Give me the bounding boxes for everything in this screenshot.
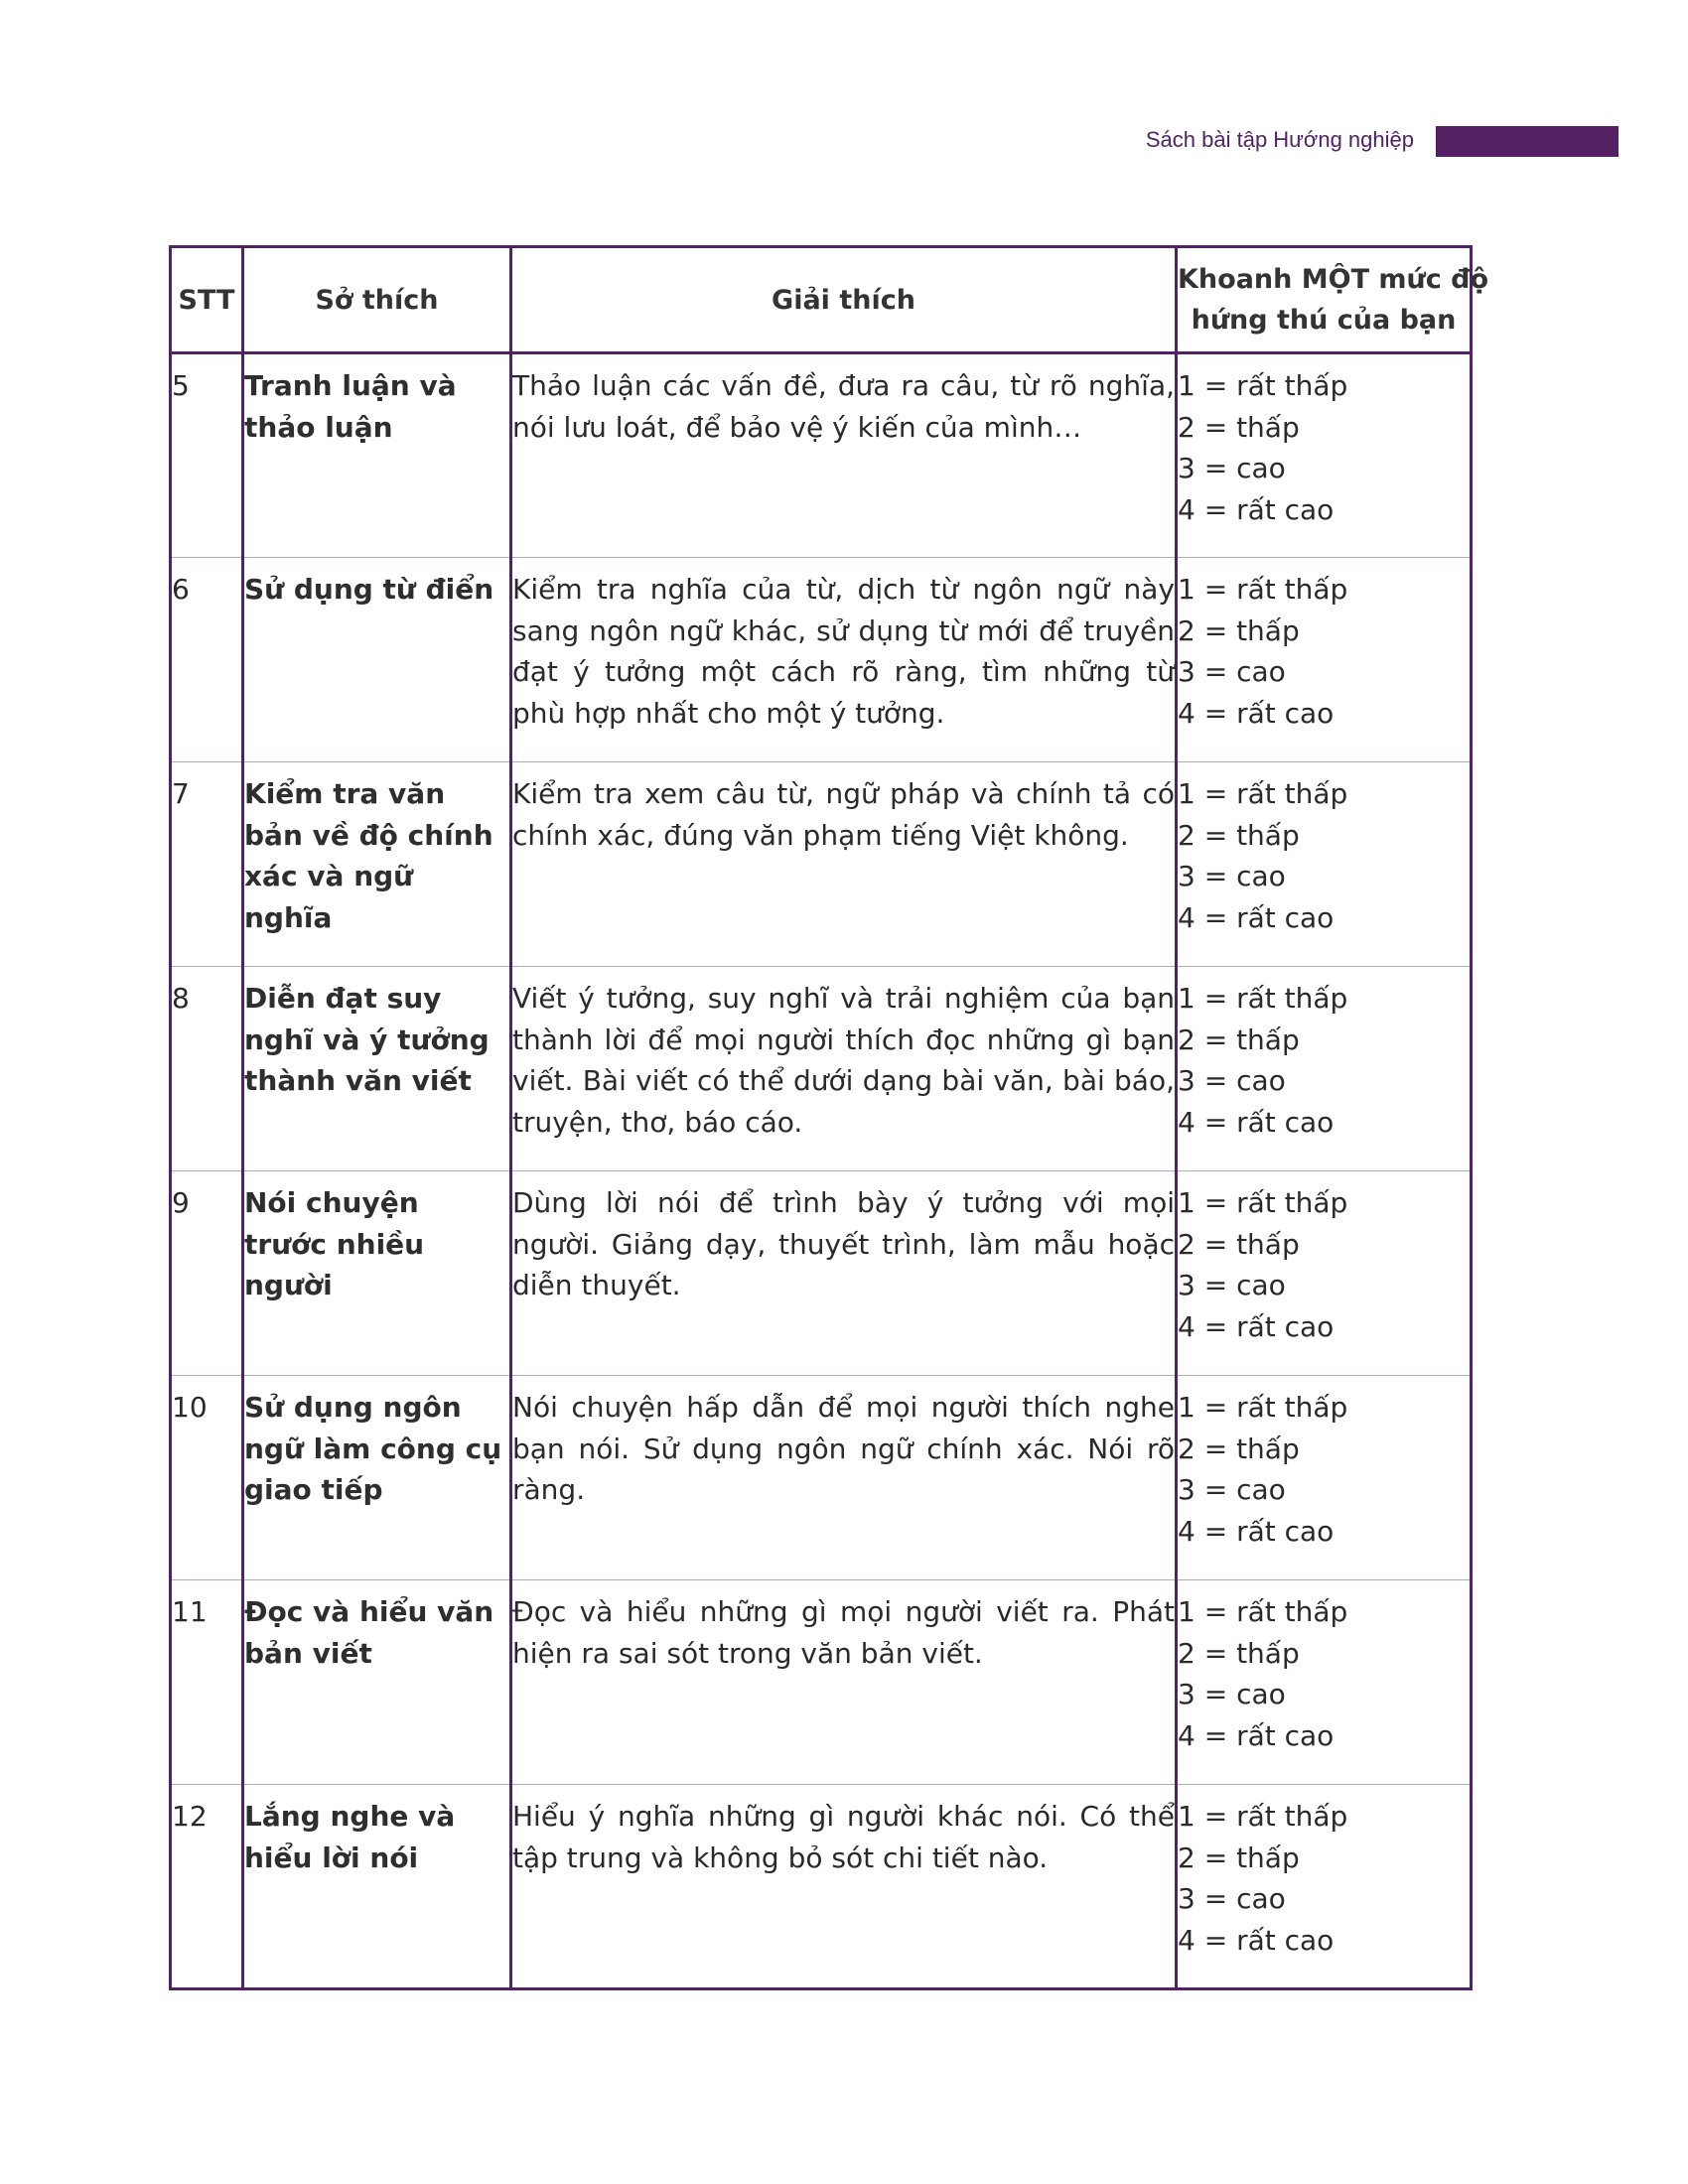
interest-level-option[interactable]: 1 = rất thấp <box>1178 1595 1348 1628</box>
interest-level-option[interactable]: 3 = cao <box>1178 655 1286 688</box>
hobby-name: Tranh luận và thảo luận <box>243 353 511 558</box>
hobby-name: Sử dụng ngôn ngữ làm công cụ giao tiếp <box>243 1376 511 1580</box>
table-row <box>171 558 1472 762</box>
interest-level-option[interactable]: 4 = rất cao <box>1178 492 1335 526</box>
hobby-name: Đọc và hiểu văn bản viết <box>243 1580 511 1785</box>
interest-level-option[interactable]: 1 = rất thấp <box>1178 573 1348 606</box>
row-number: 11 <box>171 1580 243 1785</box>
header-interest-level-line1: Khoanh MỘT mức độ <box>1178 264 1489 295</box>
interest-level-option[interactable]: 2 = thấp <box>1178 410 1300 444</box>
hobby-explanation: Thảo luận các vấn đề, đưa ra câu, từ rõ nghĩa, nói lưu loát, để bảo vệ ý kiến của mình… <box>511 353 1177 558</box>
table-row <box>171 762 1472 967</box>
interest-level-option[interactable]: 3 = cao <box>1178 1473 1286 1506</box>
hobby-name: Lắng nghe và hiểu lời nói <box>243 1785 511 1989</box>
interest-level-option[interactable]: 1 = rất thấp <box>1178 1391 1348 1424</box>
interest-level-option[interactable]: 4 = rất cao <box>1178 1718 1335 1752</box>
interest-level-option[interactable]: 2 = thấp <box>1178 1841 1300 1874</box>
row-number: 8 <box>171 967 243 1171</box>
interest-level-option[interactable]: 4 = rất cao <box>1178 696 1335 730</box>
interest-level-option[interactable]: 2 = thấp <box>1178 614 1300 647</box>
hobby-name: Diễn đạt suy nghĩ và ý tưởng thành văn viết <box>243 967 511 1171</box>
hobby-explanation: Đọc và hiểu những gì mọi người viết ra. Phát hiện ra sai sót trong văn bản viết. <box>511 1580 1177 1785</box>
interest-level-options[interactable] <box>1177 1376 1472 1580</box>
row-number: 9 <box>171 1171 243 1376</box>
interest-level-options[interactable] <box>1177 353 1472 558</box>
interest-level-option[interactable]: 2 = thấp <box>1178 1023 1300 1056</box>
hobby-explanation: Kiểm tra xem câu từ, ngữ pháp và chính tả có chính xác, đúng văn phạm tiếng Việt không. <box>511 762 1177 967</box>
interest-level-options[interactable] <box>1177 1785 1472 1989</box>
header-explanation: Giải thích <box>511 247 1177 353</box>
interest-level-option[interactable]: 3 = cao <box>1178 1269 1286 1301</box>
interest-table <box>169 245 1489 1990</box>
row-number: 12 <box>171 1785 243 1989</box>
interest-level-option[interactable]: 2 = thấp <box>1178 1432 1300 1465</box>
table-row <box>171 1785 1472 1989</box>
table-row <box>171 1580 1472 1785</box>
header-row <box>171 247 1472 353</box>
interest-level-options[interactable] <box>1177 1171 1472 1376</box>
interest-level-option[interactable]: 2 = thấp <box>1178 1636 1300 1670</box>
header-stt: STT <box>171 247 243 353</box>
hobby-name: Kiểm tra văn bản về độ chính xác và ngữ nghĩa <box>243 762 511 967</box>
hobby-explanation: Kiểm tra nghĩa của từ, dịch từ ngôn ngữ này sang ngôn ngữ khác, sử dụng từ mới để truyền đạt ý tưởng một cách rõ ràng, tìm những từ phù hợp nhất cho một ý tưởng. <box>511 558 1177 762</box>
hobby-explanation: Hiểu ý nghĩa những gì người khác nói. Có thể tập trung và không bỏ sót chi tiết nào. <box>511 1785 1177 1989</box>
hobby-name: Nói chuyện trước nhiều người <box>243 1171 511 1376</box>
interest-level-options[interactable] <box>1177 1580 1472 1785</box>
interest-level-option[interactable]: 1 = rất thấp <box>1178 777 1348 810</box>
interest-level-option[interactable]: 4 = rất cao <box>1178 1309 1335 1343</box>
interest-level-option[interactable]: 2 = thấp <box>1178 818 1300 852</box>
interest-level-option[interactable]: 1 = rất thấp <box>1178 369 1348 402</box>
table-row <box>171 353 1472 558</box>
row-number: 7 <box>171 762 243 967</box>
interest-level-option[interactable]: 3 = cao <box>1178 1678 1286 1710</box>
interest-level-options[interactable] <box>1177 558 1472 762</box>
interest-level-option[interactable]: 4 = rất cao <box>1178 900 1335 934</box>
row-number: 6 <box>171 558 243 762</box>
interest-level-option[interactable]: 1 = rất thấp <box>1178 1800 1348 1833</box>
interest-level-option[interactable]: 3 = cao <box>1178 1882 1286 1915</box>
table-row <box>171 1376 1472 1580</box>
interest-level-option[interactable]: 2 = thấp <box>1178 1227 1300 1261</box>
row-number: 5 <box>171 353 243 558</box>
header-interest-level-line2: hứng thú của bạn <box>1191 305 1457 336</box>
table-header <box>171 247 1489 353</box>
hobby-explanation: Nói chuyện hấp dẫn để mọi người thích nghe bạn nói. Sử dụng ngôn ngữ chính xác. Nói rõ ràng. <box>511 1376 1177 1580</box>
running-header-title: Sách bài tập Hướng nghiệp <box>1145 127 1414 152</box>
interest-level-option[interactable]: 3 = cao <box>1178 860 1286 892</box>
interest-level-option[interactable]: 4 = rất cao <box>1178 1105 1335 1139</box>
interest-level-option[interactable]: 3 = cao <box>1178 452 1286 484</box>
table-row <box>171 1171 1472 1376</box>
interest-level-option[interactable]: 1 = rất thấp <box>1178 982 1348 1015</box>
hobby-explanation: Dùng lời nói để trình bày ý tưởng với mọi người. Giảng dạy, thuyết trình, làm mẫu hoặc diễn thuyết. <box>511 1171 1177 1376</box>
interest-level-option[interactable]: 3 = cao <box>1178 1064 1286 1097</box>
header-interest-level <box>1177 247 1489 353</box>
interest-level-option[interactable]: 4 = rất cao <box>1178 1923 1335 1957</box>
interest-level-option[interactable]: 4 = rất cao <box>1178 1514 1335 1548</box>
interest-level-options[interactable] <box>1177 762 1472 967</box>
header-color-bar <box>1436 126 1618 157</box>
table-row <box>171 967 1472 1171</box>
hobby-explanation: Viết ý tưởng, suy nghĩ và trải nghiệm của bạn thành lời để mọi người thích đọc những gì bạn viết. Bài viết có thể dưới dạng bài văn, bài báo, truyện, thơ, báo cáo. <box>511 967 1177 1171</box>
interest-level-options[interactable] <box>1177 967 1472 1171</box>
table-body <box>171 353 1472 1989</box>
row-number: 10 <box>171 1376 243 1580</box>
header-hobby: Sở thích <box>243 247 511 353</box>
hobby-name: Sử dụng từ điển <box>243 558 511 762</box>
interest-level-option[interactable]: 1 = rất thấp <box>1178 1186 1348 1219</box>
